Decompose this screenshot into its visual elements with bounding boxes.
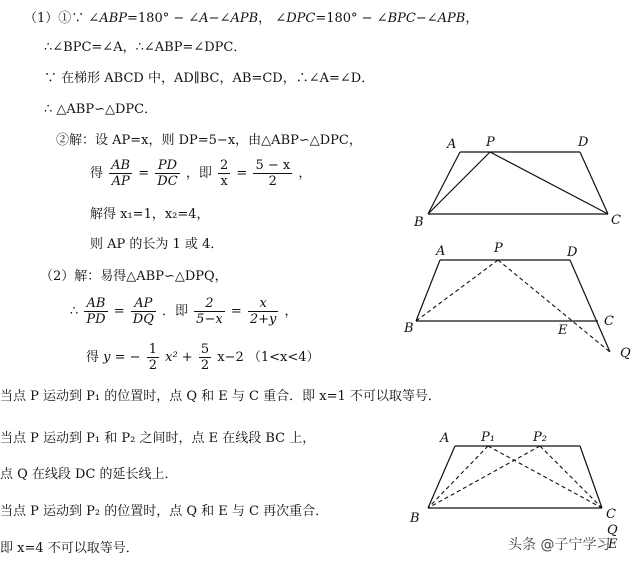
- fig1-label-a: A: [447, 137, 457, 152]
- part2-result: 得 y = − $\frac{1}{2}$ x² + $\frac{5}{2}$ x−2 （1<x<4）: [86, 342, 320, 373]
- fig3-dashed-p1b: [428, 446, 488, 508]
- fig3-label-c: C: [606, 507, 616, 522]
- fraction-pd-dc: $\frac{PD}{DC}$: [157, 158, 178, 189]
- fig3-segment-ab: [428, 446, 455, 508]
- fraction-1-2: $\frac{1}{2}$: [148, 342, 157, 373]
- fig3-dashed-p2b: [428, 446, 540, 508]
- part1-line1: （1）①∵ ∠ABP=180° − ∠A−∠APB， ∠DPC=180° − ∠BPC−∠APB，: [24, 11, 479, 26]
- fig2-label-e: E: [558, 323, 568, 338]
- fig3-label-e: E: [608, 537, 618, 552]
- conclusion-line4: 当点 P 运动到 P₂ 的位置时，点 Q 和 E 与 C 再次重合．: [0, 504, 329, 519]
- fig3-label-p2: P₂: [533, 430, 547, 445]
- fraction-2-x: $\frac{2}{x}$: [219, 158, 229, 189]
- part2-line1: （2）解：易得△ABP∽△DPQ，: [40, 269, 228, 284]
- fig3-segment-dc: [580, 446, 602, 508]
- fig1-label-c: C: [611, 213, 621, 228]
- fig1-label-d: D: [578, 135, 589, 150]
- fig3-dashed-p1c: [488, 446, 602, 508]
- watermark: 头条 @子宁学习: [508, 537, 611, 553]
- part1-line2: ∴∠BPC=∠A，∴∠ABP=∠DPC．: [44, 40, 247, 55]
- fig3-label-q: Q: [607, 523, 618, 538]
- part1-line5: ②解：设 AP=x，则 DP=5−x，由△ABP∽△DPC，: [56, 133, 362, 148]
- fraction-ab-ap: $\frac{AB}{AP}$: [111, 158, 131, 189]
- part2-proportion: ∴ $\frac{AB}{PD}$ = $\frac{AP}{DQ}$ ．即 $\frac{2}{5-x}$ = $\frac{x}{2+y}$ ，: [70, 296, 298, 327]
- fig3-dashed-p2c: [540, 446, 602, 508]
- fig2-label-a: A: [436, 244, 446, 259]
- conclusion-line1: 当点 P 运动到 P₁ 的位置时，点 Q 和 E 与 C 重合．即 x=1 不可以取等号．: [0, 389, 441, 404]
- part1-line4: ∴ △ABP∽△DPC．: [44, 102, 158, 117]
- fig2-label-p: P: [494, 241, 503, 256]
- conclusion-line5: 即 x=4 不可以取等号．: [0, 541, 139, 556]
- fig2-label-d: D: [567, 245, 578, 260]
- fig3-label-b: B: [410, 511, 420, 526]
- fraction-5-2: $\frac{5}{2}$: [200, 342, 210, 373]
- fraction-2-5mx: $\frac{2}{5-x}$: [196, 296, 223, 327]
- fig1-label-p: P: [486, 135, 495, 150]
- fig2-label-c: C: [604, 314, 614, 329]
- fraction-x-2py: $\frac{x}{2+y}$: [249, 296, 277, 327]
- fig1-label-b: B: [414, 215, 424, 230]
- part1-line3: ∵ 在梯形 ABCD 中，AD∥BC，AB=CD，∴∠A=∠D．: [44, 71, 375, 86]
- fig3-label-a: A: [440, 431, 450, 446]
- conclusion-line2: 当点 P 运动到 P₁ 和 P₂ 之间时，点 E 在线段 BC 上，: [0, 431, 316, 446]
- fraction-ab-pd: $\frac{AB}{PD}$: [86, 296, 106, 327]
- fig2-label-q: Q: [620, 346, 631, 361]
- fraction-5mx-2: $\frac{5 - x}{2}$: [255, 158, 291, 189]
- part1-proportion: 得 $\frac{AB}{AP}$ = $\frac{PD}{DC}$ ，即 $\frac{2}{x}$ = $\frac{5 - x}{2}$ ，: [90, 158, 312, 189]
- fig2-label-b: B: [404, 321, 414, 336]
- part1-line7: 解得 x₁=1，x₂=4，: [90, 207, 210, 222]
- part1-line8: 则 AP 的长为 1 或 4．: [90, 237, 224, 252]
- fig3-label-p1: P₁: [481, 430, 495, 445]
- conclusion-line3: 点 Q 在线段 DC 的延长线上．: [0, 467, 178, 482]
- fraction-ap-dq: $\frac{AP}{DQ}$: [132, 296, 154, 327]
